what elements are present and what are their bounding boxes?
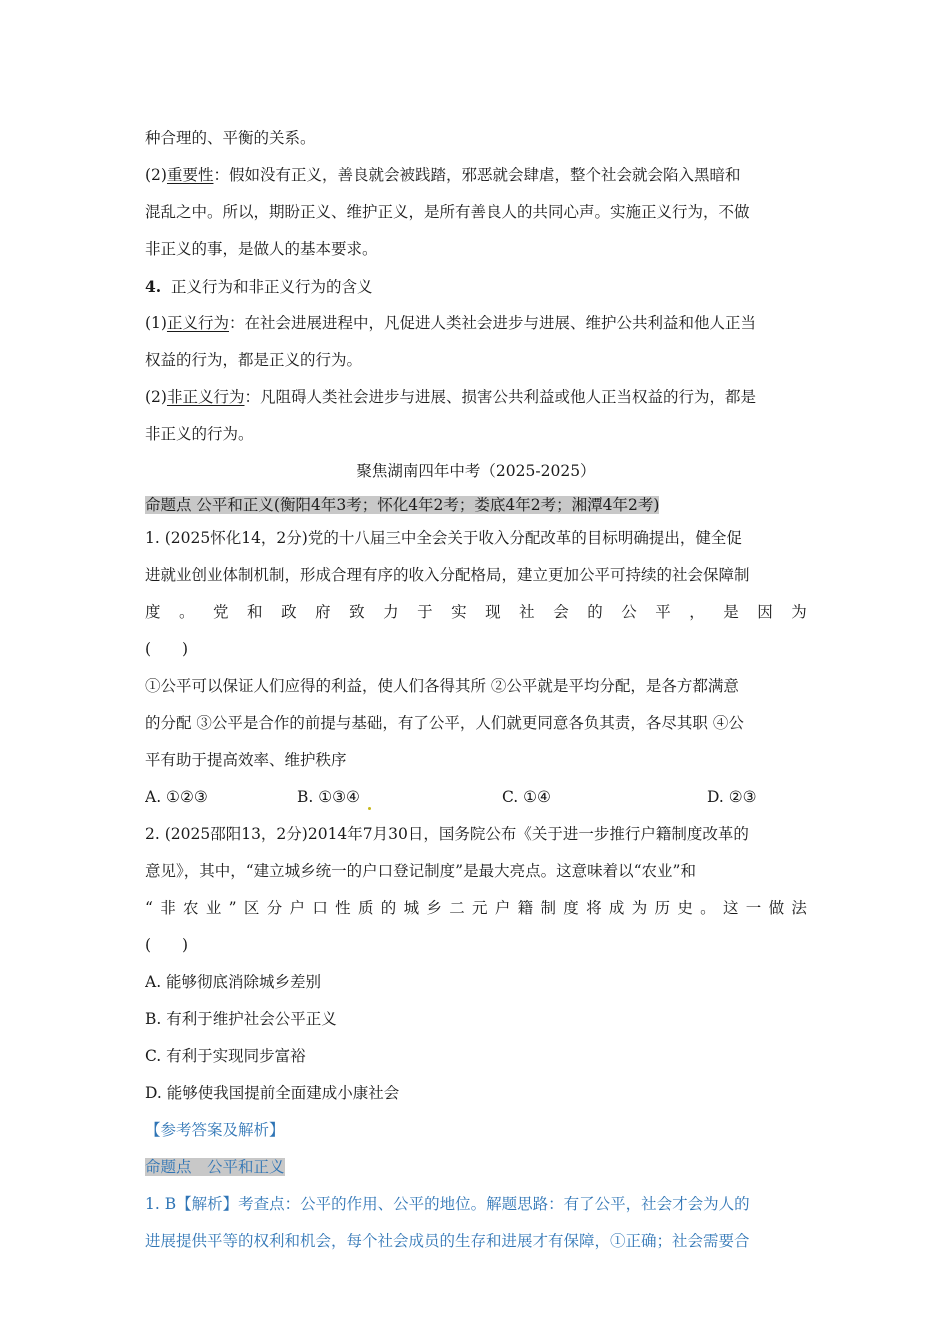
answer-1-line: 1. B【解析】考查点：公平的作用、公平的地位。解题思路：有了公平，社会才会为人的 bbox=[145, 1195, 750, 1213]
item-number: (2) bbox=[145, 388, 167, 406]
answers-topic bbox=[145, 1149, 807, 1186]
spread-char: 户 bbox=[289, 899, 306, 917]
spread-char: 历 bbox=[654, 899, 671, 917]
spread-char: 质 bbox=[357, 899, 374, 917]
spread-char: 公 bbox=[621, 603, 637, 621]
spread-char: 党 bbox=[213, 603, 229, 621]
spread-char: 这 bbox=[722, 899, 739, 917]
term-label: 正义行为 bbox=[166, 314, 229, 332]
spread-char: 会 bbox=[553, 603, 569, 621]
spread-char: 平 bbox=[655, 603, 671, 621]
option-d[interactable]: D. ②③ bbox=[707, 788, 757, 806]
spread-char: 业 bbox=[205, 899, 222, 917]
spread-char: 现 bbox=[485, 603, 501, 621]
document-content bbox=[145, 120, 807, 1260]
spread-char: 为 bbox=[631, 899, 648, 917]
spread-char: ” bbox=[228, 899, 237, 917]
spread-char: 成 bbox=[608, 899, 625, 917]
spread-char: 区 bbox=[243, 899, 260, 917]
option-c[interactable]: C. ①④ bbox=[502, 788, 551, 806]
spread-char: 实 bbox=[451, 603, 467, 621]
answers-topic-text: 命题点 公平和正义 bbox=[145, 1158, 285, 1176]
text-span: ：凡阻碍人类社会进步与进展、损害公共利益或他人正当权益的行为，都是 bbox=[244, 388, 756, 406]
text-span: ：在社会进展进程中，凡促进人类社会进步与进展、维护公共利益和他人正当 bbox=[228, 314, 756, 332]
heading-number: 4. bbox=[145, 277, 162, 296]
spread-char: “ bbox=[145, 899, 153, 917]
paragraph-unjust-act bbox=[145, 379, 807, 416]
spread-char: 将 bbox=[586, 899, 602, 917]
option-a[interactable]: A. 能够彻底消除城乡差别 bbox=[145, 973, 322, 991]
spread-char: 城 bbox=[403, 899, 420, 917]
spread-char: 政 bbox=[281, 603, 297, 621]
heading-text: 正义行为和非正义行为的含义 bbox=[171, 278, 373, 296]
option-a[interactable]: A. ①②③ bbox=[145, 788, 208, 806]
spread-char: 法 bbox=[791, 899, 807, 917]
spread-char: 为 bbox=[791, 603, 807, 621]
spread-char: 口 bbox=[312, 899, 328, 917]
topic-header-text: 命题点 公平和正义(衡阳4年3考；怀化4年2考；娄底4年2考；湘潭4年2考) bbox=[145, 496, 660, 514]
option-b[interactable]: B. 有利于维护社会公平正义 bbox=[145, 1010, 337, 1028]
item-number: (2) bbox=[145, 166, 167, 184]
spread-char: 因 bbox=[757, 603, 773, 621]
spread-char: 。 bbox=[179, 603, 195, 621]
text-line: 非正义的行为。 bbox=[145, 425, 254, 443]
heading-4 bbox=[145, 268, 807, 305]
statement-line: ①公平可以保证人们应得的利益，使人们各得其所 ②公平就是平均分配，是各方都满意 bbox=[145, 677, 739, 695]
mark-dot-icon bbox=[368, 807, 371, 810]
spread-char: 制 bbox=[540, 899, 556, 917]
spread-char: 度 bbox=[563, 899, 579, 917]
spread-char: 的 bbox=[587, 603, 603, 621]
spread-char: 府 bbox=[315, 603, 331, 621]
spread-char: 分 bbox=[266, 899, 283, 917]
topic-header bbox=[145, 490, 807, 520]
option-c[interactable]: C. 有利于实现同步富裕 bbox=[145, 1047, 306, 1065]
spread-char: 农 bbox=[183, 899, 199, 917]
spread-char: 性 bbox=[335, 899, 351, 917]
spread-char: 社 bbox=[519, 603, 535, 621]
answer-1-line: 进展提供平等的权利和机会，每个社会成员的生存和进展才有保障，①正确；社会需要合 bbox=[145, 1232, 750, 1250]
spread-char: 度 bbox=[145, 603, 161, 621]
answer-bracket: ( ) bbox=[145, 640, 189, 658]
paragraph-just-act bbox=[145, 305, 807, 342]
spread-char: 乡 bbox=[426, 899, 442, 917]
spread-char: 是 bbox=[723, 603, 739, 621]
spread-char: 二 bbox=[449, 899, 465, 917]
text-line: 种合理的、平衡的关系。 bbox=[145, 129, 316, 147]
spread-char: 户 bbox=[494, 899, 511, 917]
spread-char: 致 bbox=[349, 603, 365, 621]
spread-char: 史 bbox=[677, 899, 693, 917]
spread-char: 元 bbox=[472, 899, 488, 917]
text-line: 混乱之中。所以，期盼正义、维护正义，是所有善良人的共同心声。实施正义行为，不做 bbox=[145, 203, 750, 221]
spread-char: 一 bbox=[745, 899, 762, 917]
question-1-line: 进就业创业体制机制，形成合理有序的收入分配格局，建立更加公平可持续的社会保障制 bbox=[145, 566, 750, 584]
spread-char: 于 bbox=[417, 603, 433, 621]
question-1-options bbox=[145, 779, 807, 816]
option-b[interactable] bbox=[297, 779, 502, 816]
text-line: 非正义的事，是做人的基本要求。 bbox=[145, 240, 378, 258]
question-2-line: 2. (2025邵阳13，2分)2014年7月30日，国务院公布《关于进一步推行户籍制度改革的 bbox=[145, 825, 749, 843]
spread-char: 做 bbox=[768, 899, 785, 917]
text-line: 权益的行为，都是正义的行为。 bbox=[145, 351, 363, 369]
answers-header: 【参考答案及解析】 bbox=[145, 1121, 285, 1139]
spread-char: 。 bbox=[700, 899, 716, 917]
term-label: 重要性 bbox=[166, 166, 214, 184]
spread-char: 非 bbox=[160, 899, 176, 917]
option-d[interactable]: D. 能够使我国提前全面建成小康社会 bbox=[145, 1084, 400, 1102]
answer-bracket: ( ) bbox=[145, 936, 189, 954]
option-b-label: B. ①③④ bbox=[297, 788, 360, 806]
spread-char: 的 bbox=[380, 899, 397, 917]
question-2-line: 意见》，其中，“建立城乡统一的户口登记制度”是最大亮点。这意味着以“农业”和 bbox=[145, 862, 696, 880]
spread-char: ， bbox=[689, 603, 705, 621]
spread-char: 籍 bbox=[517, 899, 534, 917]
question-1-spread-line bbox=[145, 594, 807, 631]
question-2-spread-line bbox=[145, 890, 807, 927]
question-1-line: 1. (2025怀化14，2分)党的十八届三中全会关于收入分配改革的目标明确提出，健全促 bbox=[145, 529, 742, 547]
statement-line: 的分配 ③公平是合作的前提与基础，有了公平，人们就更同意各负其责，各尽其职 ④公 bbox=[145, 714, 744, 732]
paragraph-importance bbox=[145, 157, 807, 194]
statement-line: 平有助于提高效率、维护秩序 bbox=[145, 751, 347, 769]
spread-char: 力 bbox=[383, 603, 399, 621]
item-number: (1) bbox=[145, 314, 167, 332]
text-span: ：假如没有正义，善良就会被践踏，邪恶就会肆虐，整个社会就会陷入黑暗和 bbox=[213, 166, 741, 184]
term-label: 非正义行为 bbox=[166, 388, 245, 406]
section-title: 聚焦湖南四年中考（2025-2025） bbox=[356, 462, 596, 480]
spread-char: 和 bbox=[247, 603, 263, 621]
